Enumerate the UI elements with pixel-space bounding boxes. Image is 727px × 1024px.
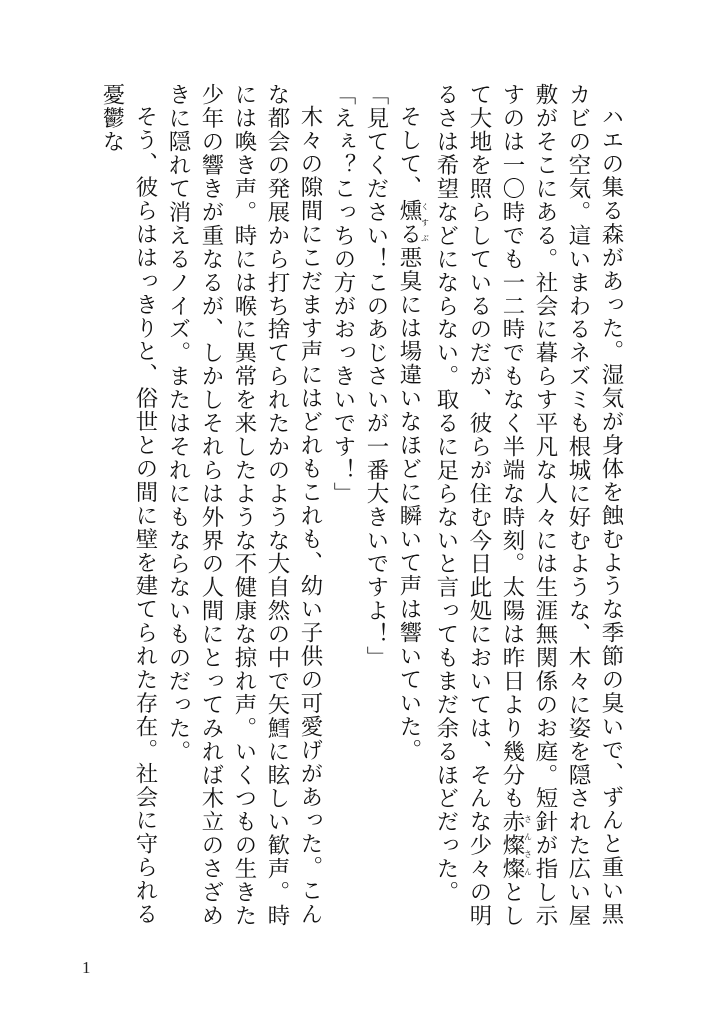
dialogue-line-2-text: 「えぇ？こっちの方がおっきいです！」 (330, 83, 356, 506)
paragraph-1-text-a: ハエの集る森があった。湿気が身体を蝕むような季節の臭いで、ずんと重い黒カビの空気。這いまわるネズミも根城に好むような、木々に姿を隠された広い屋敷がそこにある。社会に暮らす平凡な人々には生涯無関係のお庭。短針が指し示すのは一〇時でも一二時でもなく半端な時刻。太陽は昨日より幾分も (499, 83, 624, 928)
ruby-reading-kusubu: くすぶ (420, 199, 430, 247)
ruby-kusubu (396, 199, 430, 247)
page-number: 1 (82, 958, 91, 977)
vertical-text-body (99, 83, 627, 943)
paragraph-5-text: 木々の隙間にこだます声にはどれもこれも、幼い子供の可愛げがあった。こんな都会の発展から打ち捨てられたかのような大自然の中で矢鱈に眩しい歓声。時には喚き声。時には喉に異常を来したような不健康な掠れ声。いくつもの生きた少年の響きが重なるが、しかしそれらは外界の人間にとってみれば木立のさざめきに隠れて消えるノイズ。またはそれにもならないものだった。 (165, 83, 323, 928)
dialogue-line-1-text: 「見てください！このあじさいが一番大きいですよ！」 (363, 83, 389, 670)
dialogue-line-1 (359, 83, 392, 943)
paragraph-6-text: そう、彼らははっきりと、俗世との間に壁を建てられた存在。社会に守られる憂鬱な (99, 83, 158, 927)
paragraph-5 (161, 83, 326, 943)
ruby-base-kusubu: 燻る (396, 199, 422, 247)
paragraph-6 (95, 83, 161, 943)
dialogue-line-2 (326, 83, 359, 943)
paragraph-2 (392, 83, 429, 943)
paragraph-2-text-b: 悪臭には場違いなほどに瞬いて声は響いていた。 (396, 246, 422, 763)
ruby-reading-sansan: さんさん (523, 809, 533, 881)
paragraph-1-text-b: として大地を照らしているのだが、彼らが住む今日此処においては、そんな少々の明るさは希望などにならない。取るに足らないと言ってもまだ余るほどだった。 (433, 83, 525, 928)
paragraph-1 (429, 83, 627, 943)
ruby-base-sansan: 赤燦燦 (499, 809, 525, 881)
ruby-sansan (499, 809, 533, 881)
paragraph-2-text-a: そして、 (396, 105, 422, 200)
